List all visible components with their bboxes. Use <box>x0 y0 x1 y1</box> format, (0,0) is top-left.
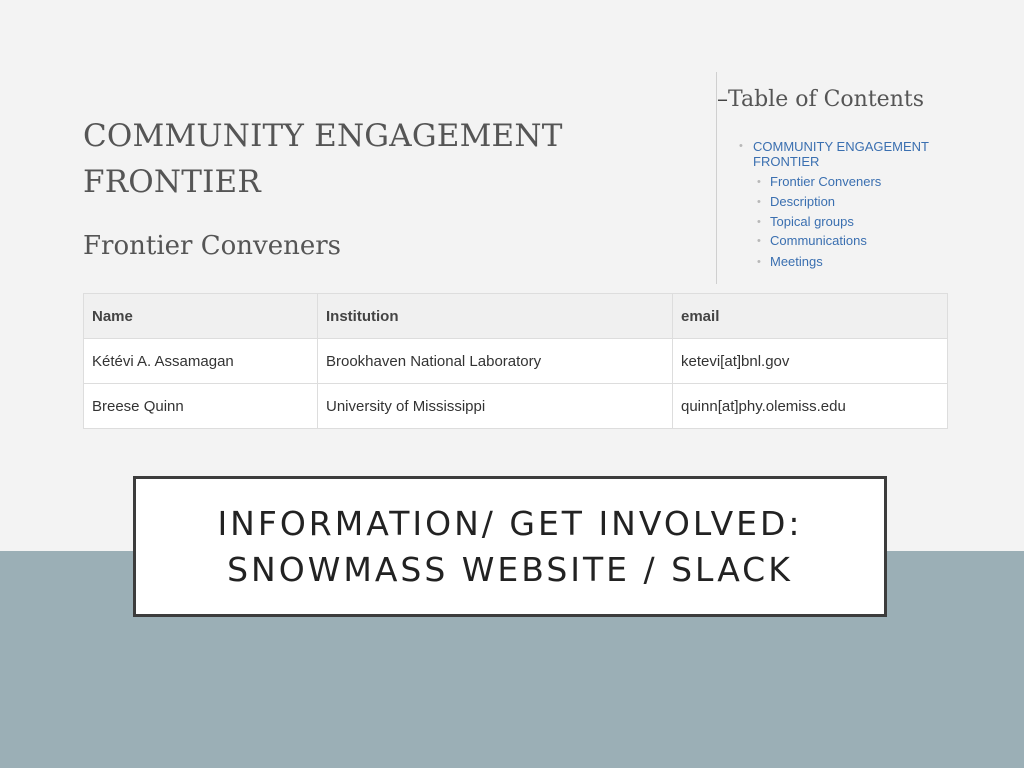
banner-line-1: INFORMATION/ GET INVOLVED: <box>217 503 803 543</box>
conveners-table <box>83 293 948 429</box>
bullet-icon: • <box>739 140 743 152</box>
bullet-icon: • <box>757 176 761 188</box>
cell-institution: University of Mississippi <box>318 384 673 429</box>
cell-email: ketevi[at]bnl.gov <box>673 339 948 384</box>
section-heading-conveners: Frontier Conveners <box>83 231 341 261</box>
table-row <box>84 384 948 429</box>
toc-link[interactable]: Meetings <box>770 254 823 269</box>
column-header-email: email <box>673 294 948 339</box>
toc-item-frontier-conveners[interactable] <box>757 174 882 190</box>
cell-institution: Brookhaven National Laboratory <box>318 339 673 384</box>
table-of-contents <box>716 72 967 284</box>
toc-header <box>717 84 924 116</box>
table-row <box>84 339 948 384</box>
toc-link[interactable]: Communications <box>770 233 867 248</box>
info-banner <box>133 476 887 617</box>
bullet-icon: • <box>757 256 761 268</box>
toc-item-communications[interactable] <box>757 233 867 249</box>
bullet-icon: • <box>757 235 761 247</box>
cell-name: Kétévi A. Assamagan <box>84 339 318 384</box>
table-header-row <box>84 294 948 339</box>
toc-item-topical-groups[interactable] <box>757 214 854 230</box>
banner-line-2: SNOWMASS WEBSITE / SLACK <box>227 549 793 589</box>
column-header-name: Name <box>84 294 318 339</box>
toc-link[interactable]: COMMUNITY ENGAGEMENT FRONTIER <box>753 139 929 169</box>
toc-link[interactable]: Frontier Conveners <box>770 174 882 189</box>
toc-collapse-toggle[interactable]: – <box>717 87 728 112</box>
toc-item-description[interactable] <box>757 194 836 210</box>
toc-item-meetings[interactable] <box>757 254 823 270</box>
column-header-institution: Institution <box>318 294 673 339</box>
toc-link[interactable]: Description <box>770 194 836 209</box>
toc-item-community-engagement-frontier[interactable] <box>739 139 953 169</box>
bullet-icon: • <box>757 216 761 228</box>
bullet-icon: • <box>757 196 761 208</box>
cell-email: quinn[at]phy.olemiss.edu <box>673 384 948 429</box>
cell-name: Breese Quinn <box>84 384 318 429</box>
page-title: COMMUNITY ENGAGEMENT FRONTIER <box>83 118 563 200</box>
toc-link[interactable]: Topical groups <box>770 214 854 229</box>
toc-title: Table of Contents <box>728 87 925 112</box>
